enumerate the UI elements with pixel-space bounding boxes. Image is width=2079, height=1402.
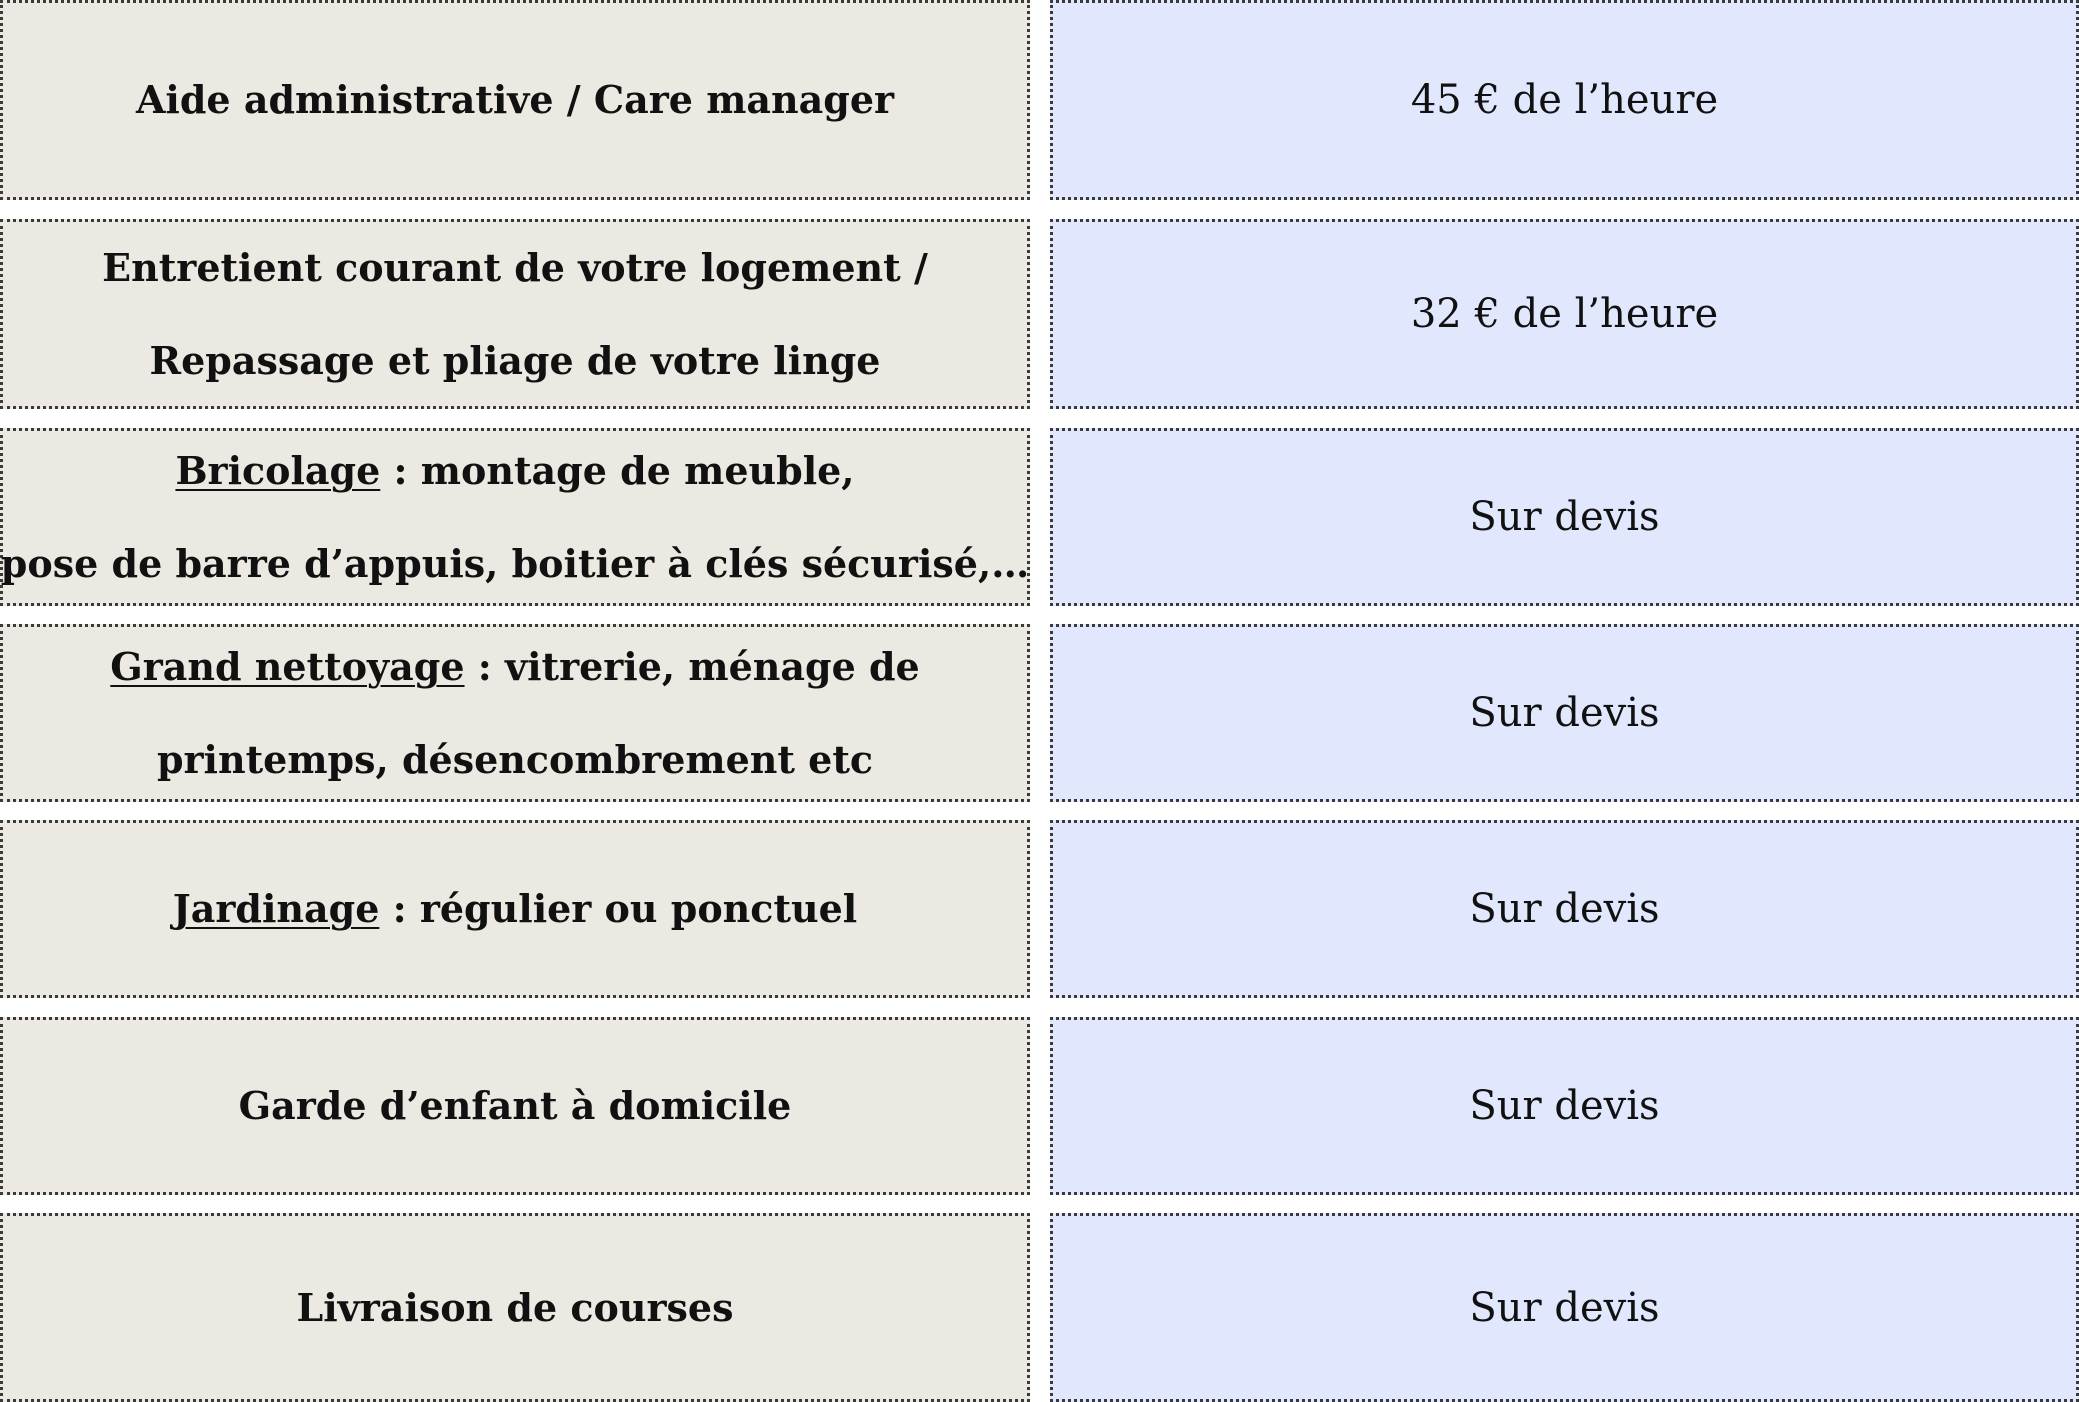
service-description: : régulier ou ponctuel bbox=[379, 886, 858, 932]
service-label-line-2: pose de barre d’appuis, boitier à clés sécurisé,… bbox=[0, 541, 1030, 586]
table-row bbox=[0, 1213, 2079, 1402]
price-label: 45 € de l’heure bbox=[1410, 77, 1719, 123]
service-label bbox=[173, 886, 857, 932]
price-label: Sur devis bbox=[1469, 886, 1660, 932]
table-row bbox=[0, 428, 2079, 606]
service-keyword: Jardinage bbox=[172, 886, 380, 932]
table-row bbox=[0, 820, 2079, 998]
price-label: 32 € de l’heure bbox=[1410, 291, 1719, 337]
service-keyword: Bricolage bbox=[175, 448, 381, 493]
price-cell bbox=[1050, 624, 2079, 802]
service-label: Aide administrative / Care manager bbox=[135, 77, 895, 123]
service-label-line-1 bbox=[175, 424, 854, 517]
service-cell bbox=[0, 1213, 1030, 1402]
service-label: Livraison de courses bbox=[296, 1284, 734, 1330]
table-row bbox=[0, 219, 2079, 409]
price-cell bbox=[1050, 1017, 2079, 1195]
service-label-line-1 bbox=[110, 620, 919, 713]
service-cell bbox=[0, 0, 1030, 200]
service-description: : montage de meuble, bbox=[380, 448, 855, 493]
service-label-line-2: Repassage et pliage de votre linge bbox=[149, 338, 881, 383]
table-row bbox=[0, 624, 2079, 802]
table-row bbox=[0, 0, 2079, 200]
service-cell bbox=[0, 820, 1030, 998]
service-cell bbox=[0, 1017, 1030, 1195]
price-label: Sur devis bbox=[1469, 1284, 1660, 1331]
service-cell bbox=[0, 219, 1030, 409]
service-description: : vitrerie, ménage de bbox=[464, 644, 920, 689]
price-label: Sur devis bbox=[1469, 494, 1660, 540]
service-label-line-1: Entretient courant de votre logement / bbox=[102, 245, 928, 290]
service-label: Garde d’enfant à domicile bbox=[238, 1083, 792, 1129]
service-label-line-2: printemps, désencombrement etc bbox=[156, 737, 874, 782]
price-cell bbox=[1050, 219, 2079, 409]
price-label: Sur devis bbox=[1469, 1083, 1660, 1129]
service-cell bbox=[0, 624, 1030, 802]
service-cell bbox=[0, 428, 1030, 606]
service-keyword: Grand nettoyage bbox=[110, 644, 465, 689]
price-cell bbox=[1050, 1213, 2079, 1402]
table-row bbox=[0, 1017, 2079, 1195]
price-label: Sur devis bbox=[1469, 690, 1660, 736]
price-cell bbox=[1050, 820, 2079, 998]
price-cell bbox=[1050, 0, 2079, 200]
price-cell bbox=[1050, 428, 2079, 606]
